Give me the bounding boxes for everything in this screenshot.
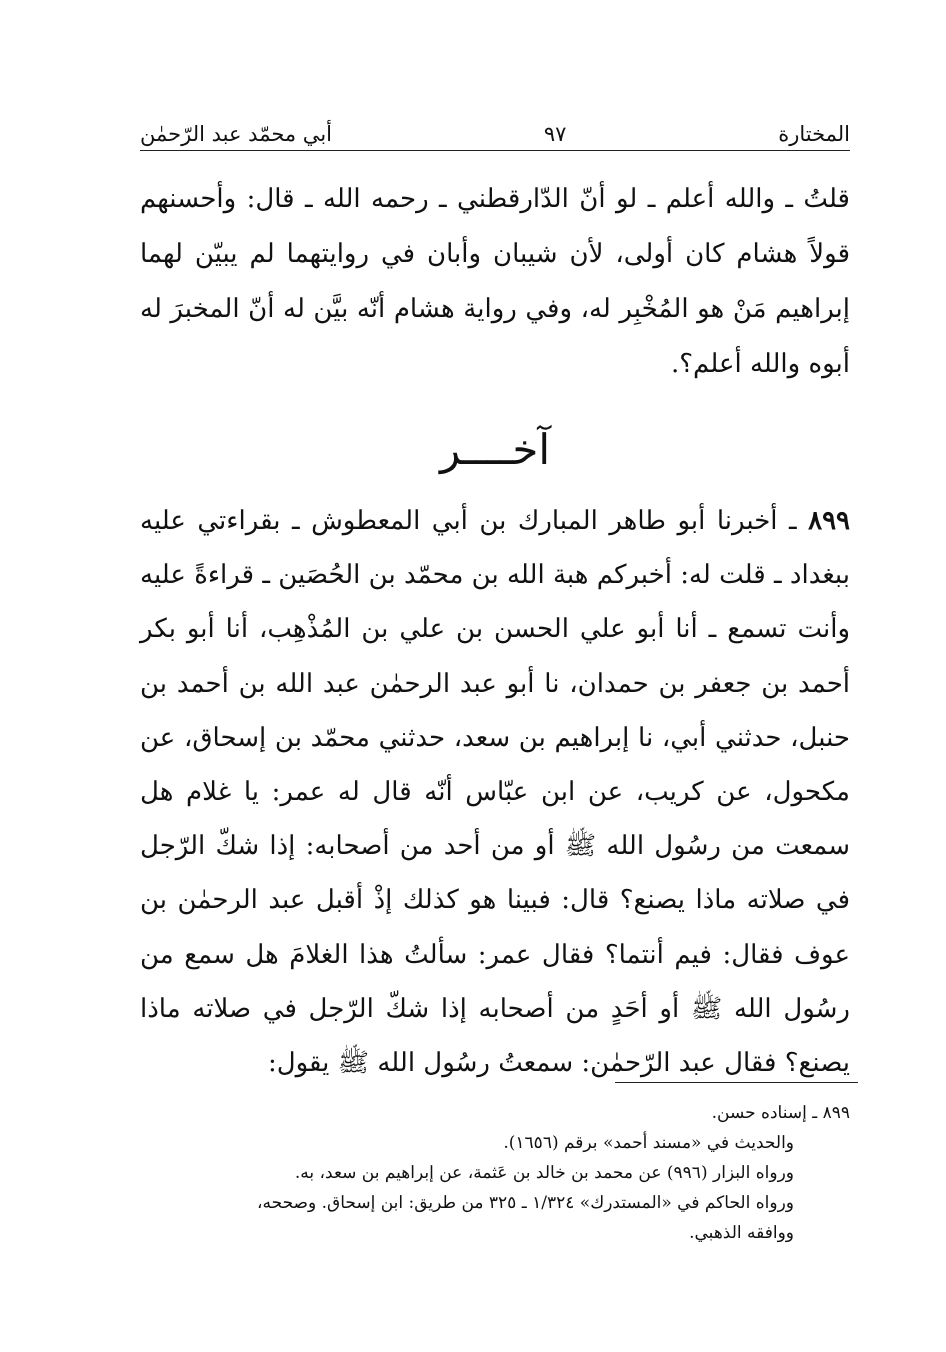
header-book-title: المختارة: [778, 122, 850, 146]
footnote-line: ووافقه الذهبي.: [689, 1223, 794, 1243]
footnote-line: ورواه البزار (٩٩٦) عن محمد بن خالد بن عَثمة، عن إبراهيم بن سعد، به.: [294, 1163, 794, 1183]
footnote-divider: [615, 1082, 858, 1083]
footnote-line: ٨٩٩ ـ إسناده حسن.: [711, 1103, 850, 1123]
page-number: ٩٧: [543, 122, 567, 146]
intro-text: قلتُ ـ والله أعلم ـ لو أنّ الدّارقطني ـ رحمه الله ـ قال: وأحسنهم قولاً هشام كان أولى، لأن شيبان وأبان في روايتهما لم يبيّن لهما إبراهيم مَنْ هو المُخْبِر له، وفي رواية هشام أنّه بيَّن له أنّ المخبرَ له أبوه والله أعلم؟.: [140, 184, 850, 379]
section-title: آخــــر: [439, 425, 551, 474]
header-divider: [140, 150, 850, 151]
footnotes: [150, 1098, 850, 1248]
running-header: [140, 112, 850, 146]
hadith-number: ٨٩٩: [808, 506, 851, 536]
hadith-text: ـ أخبرنا أبو طاهر المبارك بن أبي المعطوش ـ بقراءتي عليه ببغداد ـ قلت له: أخبركم هبة الله بن محمّد بن الحُصَين ـ قراءةً عليه وأنت تسمع ـ أنا أبو علي الحسن بن علي بن المُذْهِب، أنا أبو بكر أحمد بن جعفر بن حمدان، نا أبو عبد الرحمٰن عبد الله بن أحمد بن حنبل، حدثني أبي، نا إبراهيم بن سعد، حدثني محمّد بن إسحاق، عن مكحول، عن كريب، عن ابن عبّاس أنّه قال له عمر: يا غلام هل سمعت من رسُول الله ﷺ أو من أحد من أصحابه: إذا شكّ الرّجل في صلاته ماذا يصنع؟ قال: فبينا هو كذلك إذْ أقبل عبد الرحمٰن بن عوف فقال: فيم أنتما؟ فقال عمر: سألتُ هذا الغلامَ هل سمع من رسُول الله ﷺ أو أحَدٍ من أصحابه إذا شكّ الرّجل في صلاته ماذا يصنع؟ فقال عبد الرّحمٰن: سمعتُ رسُول الله ﷺ يقول:: [140, 506, 850, 1079]
footnote-line: والحديث في «مسند أحمد» برقم (١٦٥٦).: [503, 1133, 794, 1153]
hadith-899: [140, 494, 850, 1090]
intro-paragraph: [140, 172, 850, 392]
footnote-line: ورواه الحاكم في «المستدرك» ١/٣٢٤ ـ ٣٢٥ من طريق: ابن إسحاق. وصححه،: [257, 1193, 794, 1213]
header-author-title: أبي محمّد عبد الرّحمٰن: [140, 122, 332, 146]
